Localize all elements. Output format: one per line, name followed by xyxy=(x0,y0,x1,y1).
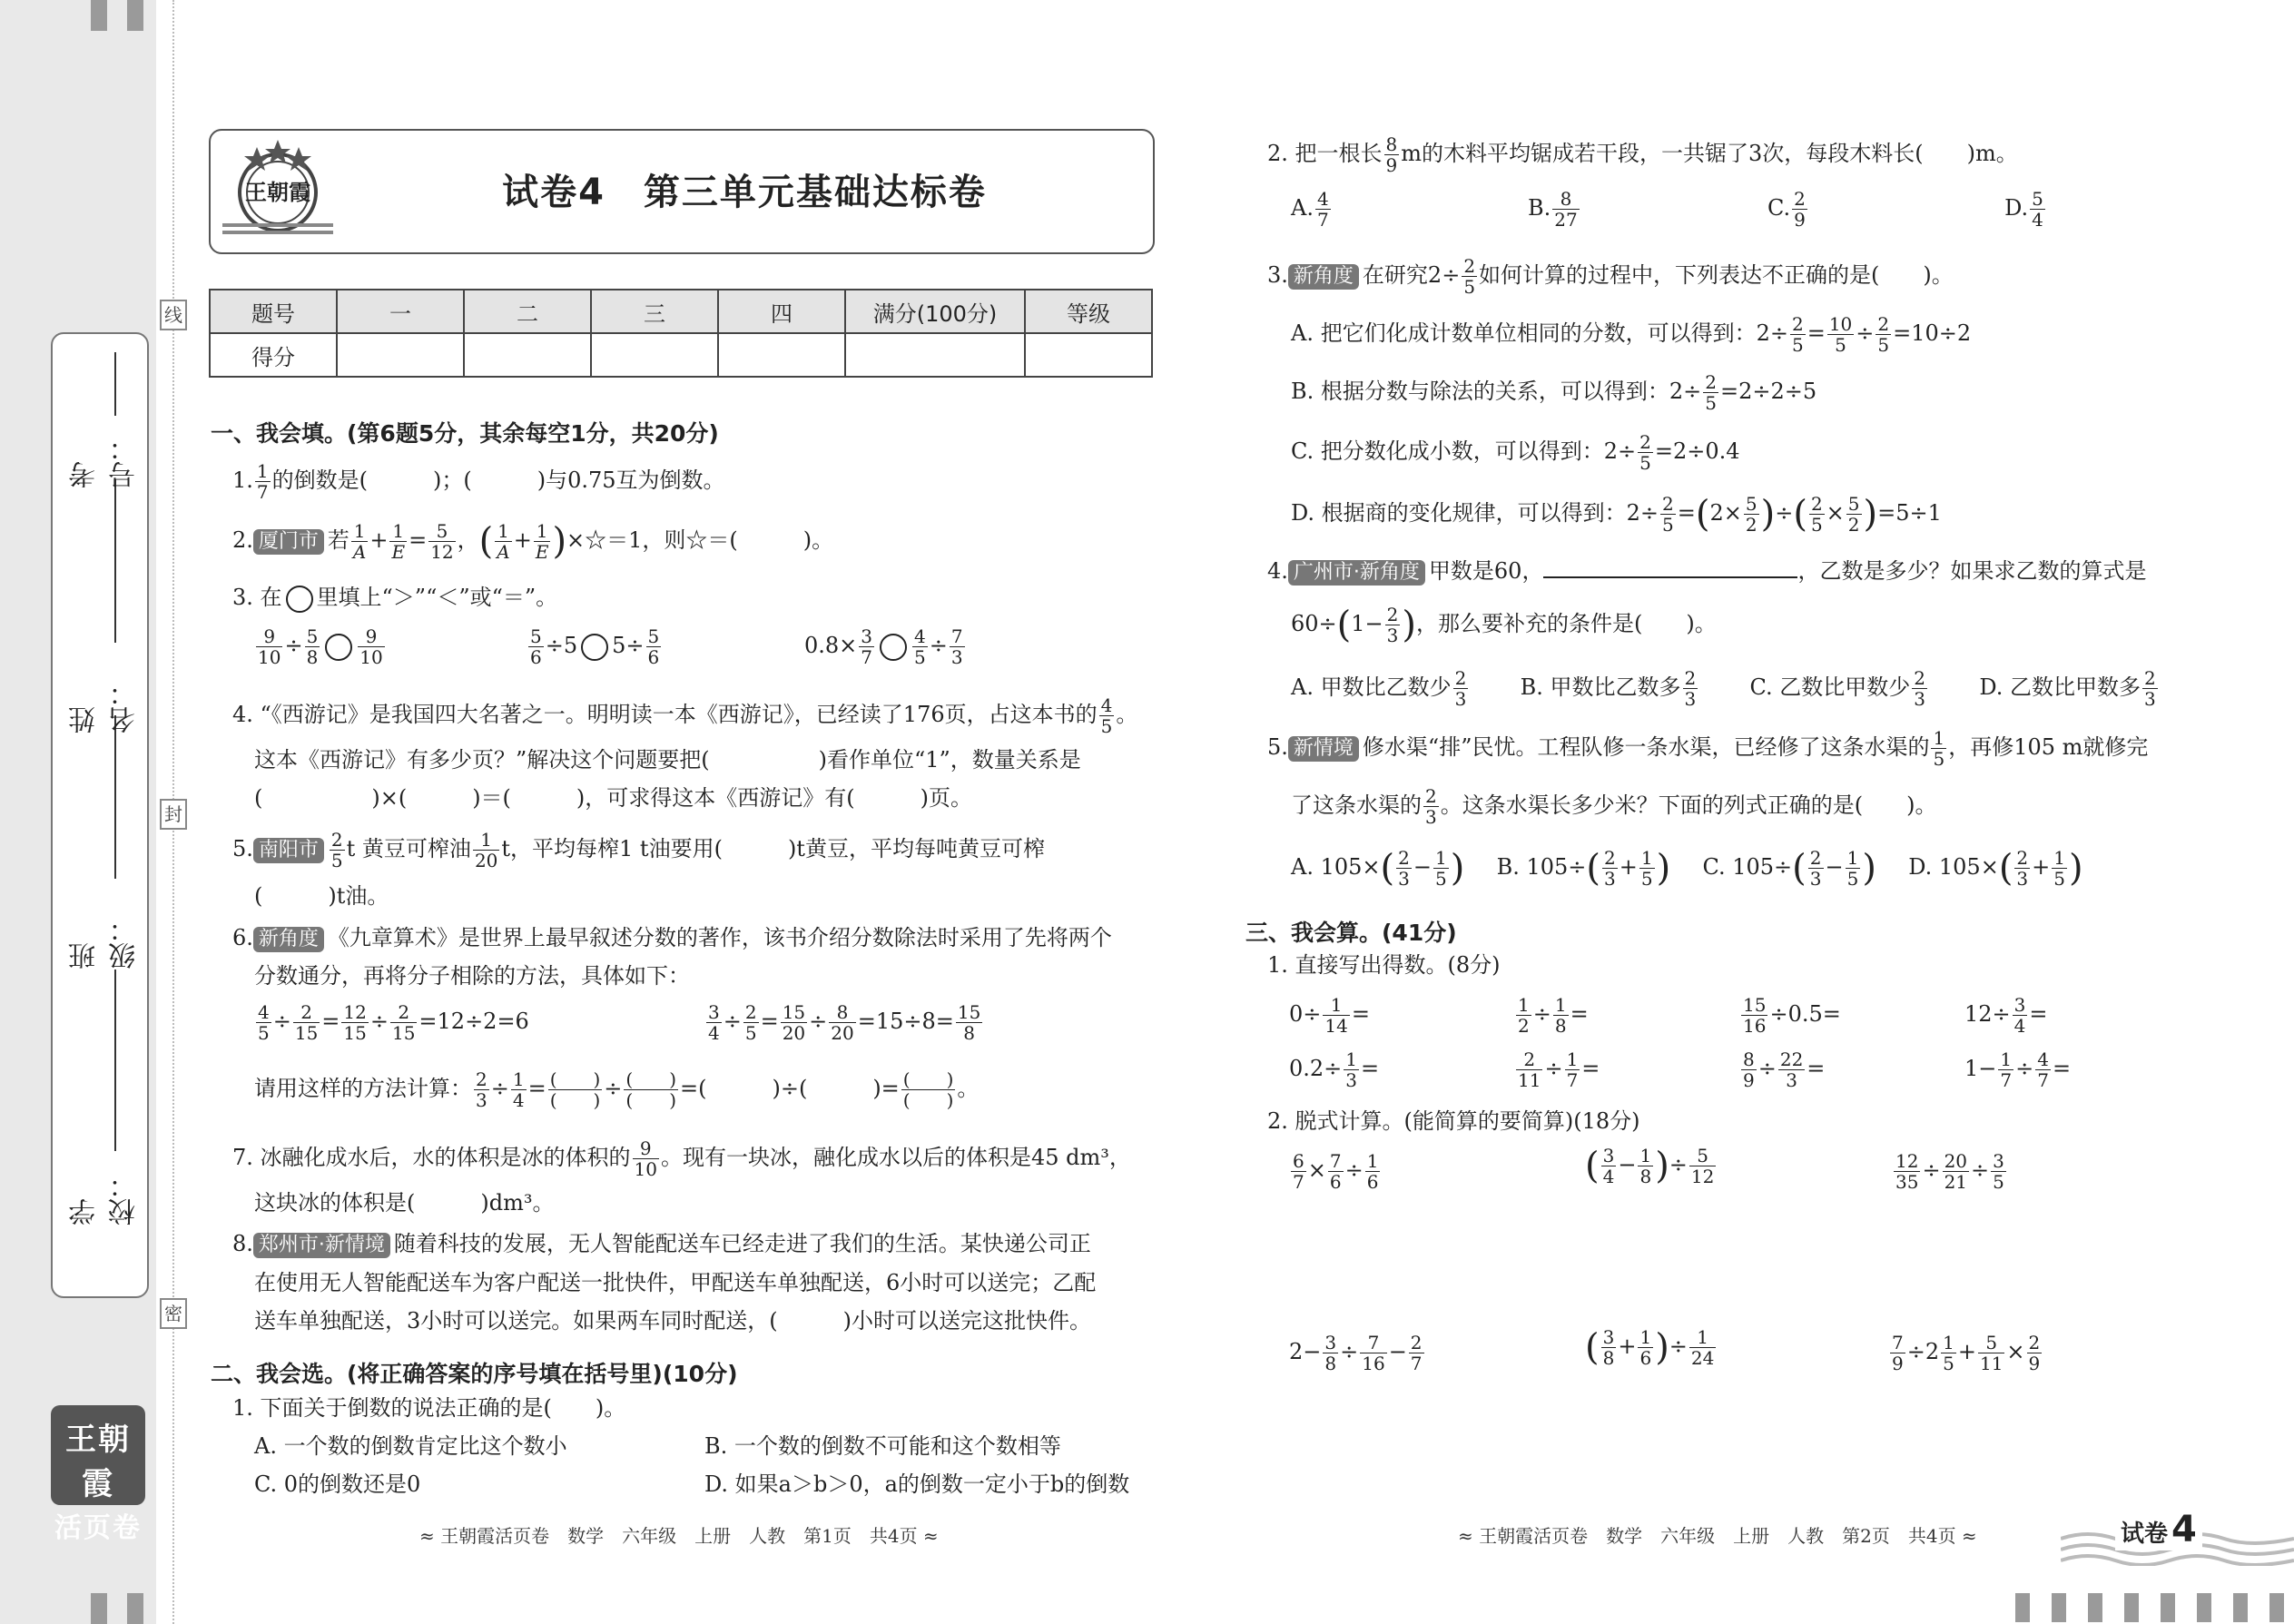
score-header-cell: 题号 xyxy=(210,290,337,333)
binding-dash xyxy=(2233,1593,2248,1622)
binding-dash xyxy=(91,1593,107,1624)
question-6-line1: 6. 新角度 《九章算术》是世界上最早叙述分数的著作，该书介绍分数除法时采用了先将两个 xyxy=(232,925,1112,950)
seal-mark-feng: 封 xyxy=(160,799,187,830)
r2-option-b[interactable]: B. $\frac{8}{27}$ xyxy=(1527,188,1578,231)
compare-2: $\frac{5}{6}$ ÷5 5÷ $\frac{5}{6}$ xyxy=(530,625,660,668)
question-5-line1: 5. 南阳市 $\frac{2}{5}$ t 黄豆可榨油 $\frac{1}{20}$ t，平均每榨1 t油要用( )t黄豆，平均每吨黄豆可榨 xyxy=(232,829,1045,871)
page-footer-left: ≈ 王朝霞活页卷 数学 六年级 上册 人教 第1页 共4页 ≈ xyxy=(419,1525,939,1547)
step-calc: ( $\frac{3}{8}$ + $\frac{1}{6}$ )÷ $\frac{1}{24}$ xyxy=(1585,1326,1715,1369)
answer-circle[interactable] xyxy=(880,634,907,661)
paper-label: 试卷 4 xyxy=(2115,1509,2202,1550)
step-calc: $\frac{6}{7}$ × $\frac{7}{6}$ ÷ $\frac{1}{6}$ xyxy=(1293,1150,1379,1193)
choice-option-d[interactable]: D. 如果a＞b＞0，a的倒数一定小于b的倒数 xyxy=(704,1471,1130,1497)
score-header-cell: 等级 xyxy=(1025,290,1152,333)
oral-calc: $\frac{15}{16}$ ÷0.5= xyxy=(1743,994,1841,1037)
answer-circle[interactable] xyxy=(581,634,608,661)
compare-1: $\frac{9}{10}$ ÷ $\frac{5}{8}$ $\frac{9}{10}$ xyxy=(258,625,383,668)
compare-3: 0.8× $\frac{3}{7}$ $\frac{4}{5}$ ÷ $\frac{7}{3}$ xyxy=(804,625,963,668)
step-calc: $\frac{7}{9}$ ÷2 $\frac{1}{5}$ + $\frac{5}{11}$ × $\frac{2}{9}$ xyxy=(1892,1332,2041,1374)
score-cell[interactable] xyxy=(845,333,1025,377)
oral-calc: 12÷ $\frac{3}{4}$ = xyxy=(1964,994,2048,1037)
question-3: 3. 在 里填上“＞”“＜”或“＝”。 xyxy=(232,584,557,613)
exam-title: 试卷4 第三单元基础达标卷 xyxy=(502,172,987,213)
brand-badge: 王朝霞 活页卷 xyxy=(51,1405,145,1505)
r5-option-c[interactable]: C. 105÷( $\frac{2}{3}$ − $\frac{1}{5}$ ) xyxy=(1702,847,1876,890)
r-question-5: 5. 新情境 修水渠“排”民忧。工程队修一条水渠，已经修了这条水渠的 $\frac{1}{5}$ ，再修105 m就修完 xyxy=(1267,727,2149,770)
oral-calc: 1− $\frac{1}{7}$ ÷ $\frac{4}{7}$ = xyxy=(1964,1048,2072,1091)
binding-dash xyxy=(2052,1593,2066,1622)
r2-option-d[interactable]: D. $\frac{5}{4}$ xyxy=(2004,188,2043,231)
score-cell[interactable] xyxy=(337,333,464,377)
r2-option-a[interactable]: A. $\frac{4}{7}$ xyxy=(1291,188,1329,231)
r-question-4-line2: 60÷(1− $\frac{2}{3}$ )，那么要补充的条件是( )。 xyxy=(1291,604,1717,646)
binding-dash xyxy=(91,0,107,31)
question-6-task: 请用这样的方法计算： $\frac{2}{3}$ ÷ $\frac{1}{4}$ = ( ) ( ) ÷ ( ) ( ) =( )÷( )= ( ) ( ) 。 xyxy=(254,1068,980,1111)
score-header-cell: 满分(100分) xyxy=(845,290,1025,333)
score-table xyxy=(209,289,1153,378)
r-question-4: 4. 广州市·新角度 甲数是60， ，乙数是多少？如果求乙数的算式是 xyxy=(1267,558,2147,584)
score-cell[interactable] xyxy=(464,333,591,377)
svg-text:王朝霞: 王朝霞 xyxy=(245,180,310,205)
oral-calc: $\frac{8}{9}$ ÷ $\frac{22}{3}$ = xyxy=(1743,1048,1826,1091)
seal-mark-xian: 线 xyxy=(160,300,187,330)
example-2: $\frac{3}{4}$ ÷ $\frac{2}{5}$ = $\frac{15}{20}$ ÷ $\frac{8}{20}$ =15÷8= $\frac{15}{8}$ xyxy=(708,1001,981,1044)
school-input-line[interactable] xyxy=(114,969,116,1151)
r4-option-c[interactable]: C. 乙数比甲数少 $\frac{2}{3}$ xyxy=(1749,667,1926,710)
question-8-line3: 送车单独配送，3小时可以送完。如果两车同时配送，( )小时可以送完这批快件。 xyxy=(254,1308,1091,1334)
example-1: $\frac{4}{5}$ ÷ $\frac{2}{15}$ = $\frac{12}{15}$ ÷ $\frac{2}{15}$ =12÷2=6 xyxy=(258,1001,529,1044)
oral-calc: $\frac{1}{2}$ ÷ $\frac{1}{8}$ = xyxy=(1518,994,1589,1037)
question-4-line3: ( )×( )＝( )，可求得这本《西游记》有( )页。 xyxy=(254,785,973,811)
r3-option-b[interactable]: B. 根据分数与除法的关系，可以得到：2÷ $\frac{2}{5}$ =2÷2÷5 xyxy=(1291,371,1817,414)
binding-dash xyxy=(2197,1593,2211,1622)
r4-option-a[interactable]: A. 甲数比乙数少 $\frac{2}{3}$ xyxy=(1291,667,1467,710)
score-label-cell: 得分 xyxy=(210,333,337,377)
binding-dash xyxy=(127,1593,143,1624)
binding-dash xyxy=(2088,1593,2102,1622)
section-1-heading: 一、我会填。(第6题5分，其余每空1分，共20分) xyxy=(211,420,719,447)
step-calc: ( $\frac{3}{4}$ − $\frac{1}{8}$ )÷ $\frac{5}{12}$ xyxy=(1585,1145,1715,1187)
r2-option-c[interactable]: C. $\frac{2}{9}$ xyxy=(1767,188,1806,231)
r5-options xyxy=(1291,848,2083,889)
choice-option-c[interactable]: C. 0的倒数还是0 xyxy=(254,1471,421,1497)
name-input-line[interactable] xyxy=(114,479,116,643)
r2-options xyxy=(1291,189,2047,230)
question-4-line2: 这本《西游记》有多少页？”解决这个问题要把( )看作单位“1”，数量关系是 xyxy=(254,747,1081,773)
choice-option-a[interactable]: A. 一个数的倒数肯定比这个数小 xyxy=(254,1433,567,1459)
score-cell[interactable] xyxy=(591,333,718,377)
calc-part-2: 2. 脱式计算。(能简算的要简算)(18分) xyxy=(1267,1108,1640,1134)
question-7-line1: 7. 冰融化成水后，水的体积是冰的体积的 $\frac{9}{10}$ 。现有一块冰，融化成水以后的体积是45 dm³， xyxy=(232,1137,1131,1180)
binding-dash xyxy=(2161,1593,2175,1622)
question-6-line2: 分数通分，再将分子相除的方法，具体如下： xyxy=(254,963,690,989)
binding-dash xyxy=(2015,1593,2030,1622)
r4-option-d[interactable]: D. 乙数比甲数多 $\frac{2}{3}$ xyxy=(1979,667,2156,710)
binding-dash xyxy=(2124,1593,2139,1622)
r4-options xyxy=(1291,668,2160,709)
student-info-box: 学校： 班级： 姓名： 考号： xyxy=(51,332,149,1298)
r-question-5-line2: 了这条水渠的 $\frac{2}{3}$ 。这条水渠长多少米？下面的列式正确的是( )。 xyxy=(1291,785,1937,828)
oral-calc: $\frac{2}{11}$ ÷ $\frac{1}{7}$ = xyxy=(1518,1048,1600,1091)
r4-option-b[interactable]: B. 甲数比乙数多 $\frac{2}{3}$ xyxy=(1520,667,1697,710)
score-header-cell: 一 xyxy=(337,290,464,333)
step-calc: 2− $\frac{3}{8}$ ÷ $\frac{7}{16}$ − $\frac{2}{7}$ xyxy=(1289,1332,1423,1374)
r5-option-d[interactable]: D. 105×( $\frac{2}{3}$ + $\frac{1}{5}$ ) xyxy=(1908,847,2083,890)
binding-dash xyxy=(127,0,143,31)
r3-option-c[interactable]: C. 把分数化成小数，可以得到：2÷ $\frac{2}{5}$ =2÷0.4 xyxy=(1291,431,1740,474)
oral-calc: 0.2÷ $\frac{1}{3}$ = xyxy=(1289,1048,1380,1091)
r3-option-a[interactable]: A. 把它们化成计数单位相同的分数，可以得到：2÷ $\frac{2}{5}$ = $\frac{10}{5}$ ÷ $\frac{2}{5}$ =10÷2 xyxy=(1291,313,1972,356)
question-5-line2: ( )t油。 xyxy=(254,883,389,909)
r-question-2: 2. 把一根长 $\frac{8}{9}$ m的木料平均锯成若干段，一共锯了3次，每段木料长( )m。 xyxy=(1267,133,2018,176)
section-3-heading: 三、我会算。(41分) xyxy=(1245,920,1457,946)
r3-option-d[interactable]: D. 根据商的变化规律，可以得到：2÷ $\frac{2}{5}$ =(2× $\frac{5}{2}$ )÷( $\frac{2}{5}$ × $\frac{5}{2}$ )=5÷1 xyxy=(1291,493,1942,536)
binding-dash xyxy=(2269,1593,2284,1622)
r5-option-b[interactable]: B. 105÷( $\frac{2}{3}$ + $\frac{1}{5}$ ) xyxy=(1496,847,1671,890)
class-input-line[interactable] xyxy=(114,715,116,879)
r4-blank[interactable] xyxy=(1543,558,1797,578)
page-footer-right: ≈ 王朝霞活页卷 数学 六年级 上册 人教 第2页 共4页 ≈ xyxy=(1458,1525,1977,1547)
question-2: 2. 厦门市 若 $\frac{1}{A}$ + $\frac{1}{E}$ = $\frac{5}{12}$ ，( $\frac{1}{A}$ + $\frac{1}{E}$ )×☆＝1，则☆＝( )。 xyxy=(232,520,834,563)
seal-mark-mi: 密 xyxy=(160,1298,187,1329)
section-2-heading: 二、我会选。(将正确答案的序号填在括号里)(10分) xyxy=(211,1361,738,1387)
question-1: 1. $\frac{1}{7}$ 的倒数是( )；( )与0.75互为倒数。 xyxy=(232,460,725,503)
choice-option-b[interactable]: B. 一个数的倒数不可能和这个数相等 xyxy=(704,1433,1061,1459)
score-header-cell: 四 xyxy=(718,290,845,333)
score-header-cell: 三 xyxy=(591,290,718,333)
score-header-cell: 二 xyxy=(464,290,591,333)
exam-no-input-line[interactable] xyxy=(114,352,116,416)
question-8-line1: 8. 郑州市·新情境 随着科技的发展，无人智能配送车已经走进了我们的生活。某快递公司正 xyxy=(232,1231,1091,1256)
question-4-line1: 4. “《西游记》是我国四大名著之一。明明读一本《西游记》，已经读了176页，占这本书的 $\frac{4}{5}$ 。 xyxy=(232,694,1138,737)
question-7-line2: 这块冰的体积是( )dm³。 xyxy=(254,1190,555,1216)
answer-circle[interactable] xyxy=(325,634,352,661)
score-cell[interactable] xyxy=(718,333,845,377)
r5-option-a[interactable]: A. 105×( $\frac{2}{3}$ − $\frac{1}{5}$ ) xyxy=(1291,847,1465,890)
question-8-line2: 在使用无人智能配送车为客户配送一批快件，甲配送车单独配送，6小时可以送完；乙配 xyxy=(254,1270,1097,1295)
calc-part-1: 1. 直接写出得数。(8分) xyxy=(1267,952,1501,978)
publisher-logo xyxy=(221,134,335,243)
score-cell[interactable] xyxy=(1025,333,1152,377)
oral-calc: 0÷ $\frac{1}{14}$ = xyxy=(1289,994,1370,1037)
step-calc: $\frac{12}{35}$ ÷ $\frac{20}{21}$ ÷ $\frac{3}{5}$ xyxy=(1895,1150,2004,1193)
choice-question-1: 1. 下面关于倒数的说法正确的是( )。 xyxy=(232,1395,626,1421)
r-question-3: 3. 新角度 在研究2÷ $\frac{2}{5}$ 如何计算的过程中，下列表达不正确的是( )。 xyxy=(1267,255,1954,298)
